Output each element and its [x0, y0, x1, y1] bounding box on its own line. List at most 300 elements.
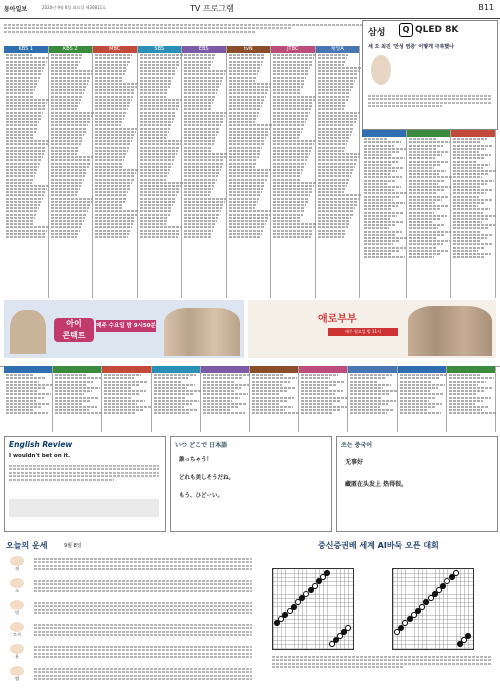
- program-line: [184, 217, 218, 219]
- program-line: [104, 390, 146, 392]
- program-line: [140, 194, 178, 196]
- program-line: [6, 108, 45, 110]
- program-line: [184, 102, 213, 104]
- program-line: [453, 167, 483, 169]
- program-line: [318, 201, 358, 203]
- channel-header: [250, 366, 298, 373]
- japanese-line-3: もう、ひどーい。: [179, 493, 224, 499]
- program-line: [350, 409, 394, 411]
- program-line: [318, 54, 349, 56]
- program-line: [95, 166, 122, 168]
- channel-header: KBS 1: [4, 46, 48, 53]
- program-line: [400, 377, 440, 379]
- program-line: [184, 77, 224, 79]
- program-line: [409, 253, 442, 255]
- program-line: [318, 223, 349, 225]
- program-line: [95, 57, 131, 59]
- program-line: [51, 159, 92, 161]
- issue-date: 2020년 9월 8일 화요일 제30811호: [42, 5, 106, 10]
- program-line: [140, 77, 174, 79]
- program-line: [95, 172, 136, 174]
- program-line: [409, 256, 435, 258]
- program-line: [318, 207, 356, 209]
- program-line: [140, 61, 180, 63]
- program-line: [184, 204, 224, 206]
- program-line: [301, 412, 332, 414]
- zodiac-label: 소: [15, 588, 19, 593]
- program-line: [364, 186, 401, 188]
- program-line: [273, 214, 303, 216]
- program-line: [6, 185, 48, 187]
- channel-column: [447, 366, 496, 432]
- program-line: [203, 393, 248, 395]
- program-line: [6, 67, 44, 69]
- program-line: [318, 108, 344, 110]
- channel-header: SBS: [138, 46, 182, 53]
- program-line: [95, 70, 126, 72]
- program-line: [273, 105, 312, 107]
- channel-header: [299, 366, 347, 373]
- program-line: [318, 214, 353, 216]
- program-line: [364, 253, 392, 255]
- program-line: [364, 170, 397, 172]
- cast-photo: [164, 308, 240, 356]
- program-line: [51, 172, 87, 174]
- program-line: [449, 409, 482, 411]
- program-line: [51, 61, 80, 63]
- program-line: [409, 145, 443, 147]
- program-line: [51, 188, 80, 190]
- program-line: [184, 96, 216, 98]
- channel-header: EBS: [182, 46, 226, 53]
- program-line: [350, 412, 386, 414]
- program-line: [184, 182, 215, 184]
- program-line: [229, 194, 261, 196]
- program-line: [301, 384, 336, 386]
- program-line: [184, 207, 222, 209]
- brand-label: 삼성: [368, 28, 386, 38]
- program-line: [364, 180, 395, 182]
- program-line: [140, 102, 181, 104]
- channel-column: [398, 366, 447, 432]
- program-line: [364, 183, 388, 185]
- program-line: [154, 397, 186, 399]
- program-line: [409, 208, 441, 210]
- program-line: [273, 112, 310, 114]
- program-line: [51, 118, 91, 120]
- program-line: [104, 406, 151, 408]
- program-line: [95, 210, 138, 212]
- program-line: [453, 164, 490, 166]
- program-line: [453, 180, 494, 182]
- program-line: [252, 381, 290, 383]
- channel-header: [362, 130, 406, 137]
- program-line: [51, 83, 88, 85]
- program-line: [95, 201, 125, 203]
- program-line: [318, 70, 360, 72]
- program-line: [318, 64, 345, 66]
- program-line: [95, 159, 124, 161]
- program-line: [229, 217, 269, 219]
- program-line: [400, 406, 435, 408]
- program-line: [6, 147, 46, 149]
- program-line: [400, 397, 437, 399]
- program-line: [140, 143, 181, 145]
- program-line: [51, 175, 85, 177]
- program-line: [229, 86, 270, 88]
- q-logo-icon: Q: [399, 23, 413, 37]
- program-line: [350, 397, 381, 399]
- program-line: [184, 137, 216, 139]
- program-line: [273, 194, 310, 196]
- program-line: [409, 186, 451, 188]
- program-notice: [4, 22, 364, 34]
- page-header: [0, 0, 500, 19]
- program-line: [95, 96, 133, 98]
- program-line: [203, 381, 235, 383]
- program-line: [252, 406, 293, 408]
- program-line: [273, 201, 308, 203]
- program-line: [203, 406, 239, 408]
- program-line: [252, 400, 287, 402]
- program-line: [453, 154, 491, 156]
- program-line: [318, 112, 360, 114]
- program-line: [318, 210, 355, 212]
- program-line: [318, 236, 344, 238]
- program-line: [51, 191, 79, 193]
- program-line: [409, 176, 452, 178]
- program-line: [252, 397, 294, 399]
- program-line: [95, 67, 127, 69]
- zodiac-sign: [6, 622, 28, 638]
- ad-logo-image: [371, 55, 391, 85]
- program-line: [318, 153, 361, 155]
- section-title: TV 프로그램: [190, 4, 234, 13]
- program-line: [409, 240, 450, 242]
- program-line: [140, 156, 176, 158]
- program-line: [453, 247, 485, 249]
- program-line: [184, 105, 212, 107]
- program-line: [6, 61, 47, 63]
- program-line: [273, 223, 316, 225]
- chinese-line-2: 藏匿在头发上 热得很。: [345, 481, 408, 488]
- program-line: [364, 212, 404, 214]
- channel-column: [407, 130, 452, 298]
- program-line: [229, 121, 256, 123]
- program-line: [140, 134, 168, 136]
- program-line: [229, 54, 266, 56]
- program-line: [203, 390, 234, 392]
- program-line: [449, 393, 477, 395]
- program-line: [252, 412, 299, 414]
- program-line: [6, 377, 46, 379]
- program-line: [184, 134, 217, 136]
- program-line: [51, 166, 89, 168]
- program-line: [95, 191, 128, 193]
- program-line: [140, 83, 171, 85]
- program-line: [95, 220, 134, 222]
- program-line: [184, 99, 214, 101]
- program-line: [273, 163, 306, 165]
- program-line: [6, 179, 33, 181]
- program-line: [95, 73, 125, 75]
- go-stone: [308, 587, 314, 593]
- program-line: [229, 210, 272, 212]
- program-line: [252, 374, 283, 376]
- program-line: [95, 137, 133, 139]
- program-line: [6, 403, 50, 405]
- program-line: [273, 140, 315, 142]
- program-line: [140, 112, 177, 114]
- program-line: [55, 406, 96, 408]
- program-line: [364, 221, 403, 223]
- program-line: [364, 138, 388, 140]
- program-line: [95, 194, 127, 196]
- program-line: [364, 224, 396, 226]
- program-line: [51, 64, 79, 66]
- program-line: [273, 115, 308, 117]
- aerobubu-banner[interactable]: [248, 300, 496, 358]
- program-line: [453, 224, 494, 226]
- program-line: [318, 61, 346, 63]
- program-line: [95, 223, 133, 225]
- ad-body: [368, 93, 492, 109]
- program-line: [229, 166, 255, 168]
- program-line: [184, 86, 220, 88]
- program-line: [318, 134, 351, 136]
- host-photo: [10, 310, 46, 354]
- program-line: [104, 381, 147, 383]
- program-line: [364, 215, 397, 217]
- program-line: [6, 381, 39, 383]
- program-line: [364, 243, 393, 245]
- channel-header: [348, 366, 396, 373]
- program-line: [6, 226, 49, 228]
- program-line: [318, 156, 359, 158]
- program-line: [140, 214, 170, 216]
- program-line: [140, 198, 177, 200]
- program-line: [364, 256, 405, 258]
- program-line: [51, 143, 81, 145]
- airtime-label: 매주 월요일 밤 11시: [328, 328, 398, 336]
- zodiac-sign: [6, 556, 28, 572]
- program-line: [350, 384, 390, 386]
- program-line: [318, 159, 358, 161]
- program-line: [55, 387, 99, 389]
- program-line: [229, 236, 261, 238]
- program-line: [364, 173, 390, 175]
- icontact-banner[interactable]: [4, 300, 244, 358]
- program-line: [184, 156, 226, 158]
- program-line: [140, 118, 174, 120]
- program-line: [273, 121, 306, 123]
- program-line: [6, 131, 36, 133]
- program-line: [409, 215, 447, 217]
- go-stone: [432, 591, 438, 597]
- program-line: [184, 236, 211, 238]
- program-line: [273, 236, 311, 238]
- program-line: [364, 176, 402, 178]
- program-line: [6, 166, 39, 168]
- program-line: [252, 377, 297, 379]
- program-line: [140, 99, 182, 101]
- zodiac-label: 뱀: [15, 676, 19, 681]
- program-line: [184, 185, 214, 187]
- program-line: [140, 147, 180, 149]
- program-line: [95, 108, 128, 110]
- program-line: [273, 182, 316, 184]
- program-line: [6, 191, 46, 193]
- program-line: [453, 256, 484, 258]
- program-line: [229, 137, 267, 139]
- program-line: [409, 170, 447, 172]
- program-line: [364, 148, 406, 150]
- program-line: [6, 236, 45, 238]
- program-line: [453, 189, 493, 191]
- program-line: [6, 86, 36, 88]
- program-line: [400, 409, 427, 411]
- program-line: [301, 409, 340, 411]
- program-line: [229, 124, 272, 126]
- horoscope-text: [34, 578, 252, 594]
- program-line: [6, 150, 45, 152]
- program-line: [453, 183, 487, 185]
- program-line: [273, 70, 309, 72]
- program-line: [95, 153, 127, 155]
- program-line: [55, 400, 90, 402]
- program-line: [409, 202, 436, 204]
- program-line: [51, 54, 83, 56]
- program-line: [140, 121, 173, 123]
- channel-header: [407, 130, 451, 137]
- zodiac-icon: [10, 600, 24, 610]
- program-line: [184, 118, 224, 120]
- channel-column: [348, 366, 397, 432]
- program-line: [140, 185, 182, 187]
- program-line: [229, 153, 260, 155]
- program-line: [184, 172, 219, 174]
- chinese-lesson-box: [336, 436, 498, 532]
- program-line: [273, 73, 308, 75]
- go-stone: [291, 604, 297, 610]
- zodiac-icon: [10, 622, 24, 632]
- program-line: [6, 143, 48, 145]
- program-line: [104, 409, 143, 411]
- program-line: [55, 374, 87, 376]
- program-line: [453, 227, 487, 229]
- japanese-lesson-box: [170, 436, 332, 532]
- channel-column: [4, 366, 53, 432]
- program-line: [449, 374, 480, 376]
- program-line: [95, 236, 128, 238]
- program-line: [409, 173, 440, 175]
- program-line: [409, 151, 449, 153]
- program-line: [51, 131, 86, 133]
- program-line: [409, 141, 450, 143]
- program-line: [6, 73, 42, 75]
- program-line: [273, 131, 302, 133]
- program-line: [400, 400, 429, 402]
- channel-header: JTBC: [271, 46, 315, 53]
- program-line: [449, 390, 485, 392]
- program-line: [273, 128, 303, 130]
- program-line: [318, 86, 353, 88]
- channel-column: [102, 366, 151, 432]
- program-line: [140, 140, 183, 142]
- baduk-title: 중신증권배 세계 AI바둑 오픈 대회: [318, 541, 439, 550]
- program-line: [95, 92, 134, 94]
- ad-headline: 세 오 최진 '만성 염증' 어떻게 극복했나: [368, 44, 454, 50]
- program-line: [6, 99, 49, 101]
- program-line: [154, 390, 201, 392]
- program-line: [229, 140, 266, 142]
- program-line: [55, 397, 98, 399]
- program-line: [6, 387, 45, 389]
- program-line: [301, 403, 333, 405]
- program-line: [400, 393, 444, 395]
- program-line: [229, 156, 259, 158]
- program-line: [273, 153, 310, 155]
- program-line: [229, 201, 258, 203]
- program-line: [95, 115, 125, 117]
- program-line: [51, 220, 84, 222]
- program-line: [409, 227, 439, 229]
- program-line: [140, 182, 183, 184]
- program-line: [318, 73, 358, 75]
- program-line: [6, 194, 44, 196]
- program-line: [203, 397, 240, 399]
- program-line: [95, 217, 135, 219]
- program-line: [184, 220, 217, 222]
- program-line: [318, 96, 349, 98]
- program-line: [453, 141, 480, 143]
- samsung-qled-ad[interactable]: [362, 20, 498, 130]
- program-line: [104, 387, 132, 389]
- program-line: [6, 390, 37, 392]
- program-line: [95, 131, 136, 133]
- program-line: [301, 390, 342, 392]
- program-line: [409, 218, 440, 220]
- program-line: [453, 237, 486, 239]
- japanese-line-1: 誰っちゃう！: [179, 457, 213, 463]
- english-review-title: English Review: [9, 440, 73, 449]
- program-line: [104, 400, 144, 402]
- program-line: [409, 138, 438, 140]
- channel-header: [451, 130, 495, 137]
- zodiac-icon: [10, 666, 24, 676]
- channel-column: [316, 46, 361, 298]
- program-line: [6, 105, 46, 107]
- program-line: [252, 390, 288, 392]
- program-line: [184, 57, 214, 59]
- program-line: [350, 393, 389, 395]
- program-line: [318, 57, 348, 59]
- program-line: [273, 102, 313, 104]
- program-line: [95, 77, 123, 79]
- program-line: [95, 233, 129, 235]
- program-line: [51, 182, 83, 184]
- program-line: [318, 67, 361, 69]
- program-line: [6, 112, 43, 114]
- program-line: [449, 384, 478, 386]
- program-line: [453, 176, 481, 178]
- program-line: [184, 140, 215, 142]
- program-line: [273, 150, 311, 152]
- page-number: B11: [478, 3, 494, 12]
- program-line: [51, 112, 94, 114]
- program-line: [318, 89, 352, 91]
- program-line: [95, 61, 130, 63]
